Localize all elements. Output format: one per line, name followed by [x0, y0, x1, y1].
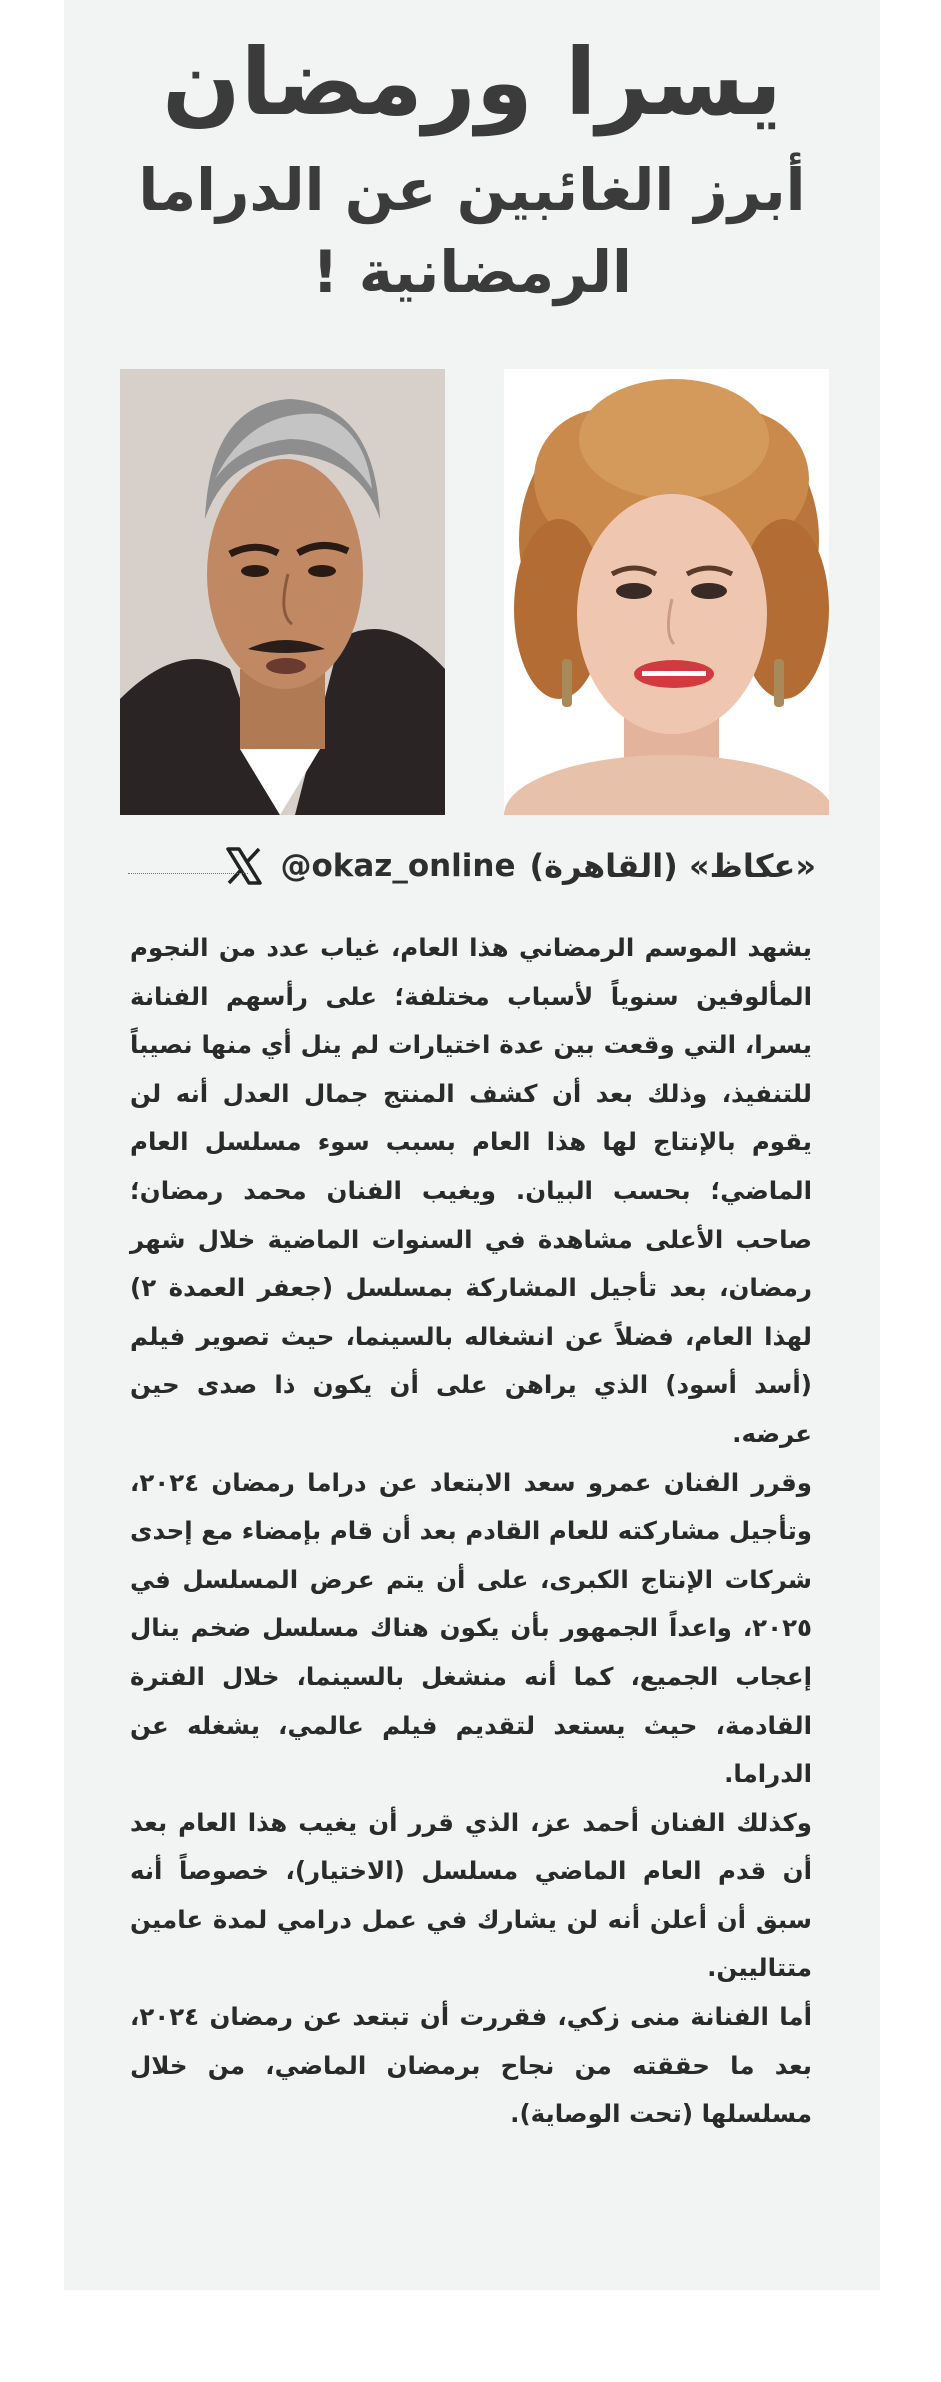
x-logo-icon[interactable]	[222, 844, 266, 888]
headline-title: يسرا ورمضان	[162, 29, 782, 136]
headline-subtitle-line1: أبرز الغائبين عن الدراما	[138, 156, 806, 224]
byline-source: «عكاظ» (القاهرة)	[529, 847, 816, 885]
byline-divider	[128, 873, 248, 874]
byline	[222, 838, 816, 894]
twitter-handle-link[interactable]: @okaz_online	[280, 848, 516, 884]
article-paragraph: يشهد الموسم الرمضاني هذا العام، غياب عدد من النجوم المألوفين سنوياً لأسباب مختلفة؛ على رأسهم الفنانة يسرا، التي وقعت بين عدة اختيارات لم ينل أي منها نصيباً للتنفيذ، وذلك بعد أن كشف المنتج جمال العدل أنه لن يقوم بالإنتاج لها هذا العام بسبب سوء مسلسل العام الماضي؛ بحسب البيان. ويغيب الفنان محمد رمضان؛ صاحب الأعلى مشاهدة في السنوات الماضية خلال شهر رمضان، بعد تأجيل المشاركة بمسلسل (جعفر العمدة ٢) لهذا العام، فضلاً عن انشغاله بالسينما، حيث تصوير فيلم (أسد أسود) الذي يراهن على أن يكون ذا صدى حين عرضه.	[130, 933, 812, 1448]
article-body	[130, 924, 812, 2139]
mohamed-ramadan-photo	[120, 369, 445, 815]
article-paragraph: أما الفنانة منى زكي، فقررت أن تبتعد عن رمضان ٢٠٢٤، بعد ما حققته من نجاح برمضان الماضي، من خلال مسلسلها (تحت الوصاية).	[130, 2002, 812, 2129]
article-paragraph: وقرر الفنان عمرو سعد الابتعاد عن دراما رمضان ٢٠٢٤، وتأجيل مشاركته للعام القادم بعد أن قام بإمضاء مع إحدى شركات الإنتاج الكبرى، على أن يتم عرض المسلسل في ٢٠٢٥، واعداً الجمهور بأن يكون هناك مسلسل ضخم ينال إعجاب الجميع، كما أنه منشغل بالسينما، خلال الفترة القادمة، حيث يستعد لتقديم فيلم عالمي، يشغله عن الدراما.	[130, 1467, 812, 1789]
headline-subtitle-line2: الرمضانية !	[312, 238, 632, 306]
article-page	[64, 0, 880, 2290]
article-paragraph: وكذلك الفنان أحمد عز، الذي قرر أن يغيب هذا العام بعد أن قدم العام الماضي مسلسل (الاختيار)، خصوصاً أنه سبق أن أعلن أنه لن يشارك في عمل درامي لمدة عامين متتاليين.	[130, 1807, 812, 1983]
yousra-photo	[504, 369, 829, 815]
